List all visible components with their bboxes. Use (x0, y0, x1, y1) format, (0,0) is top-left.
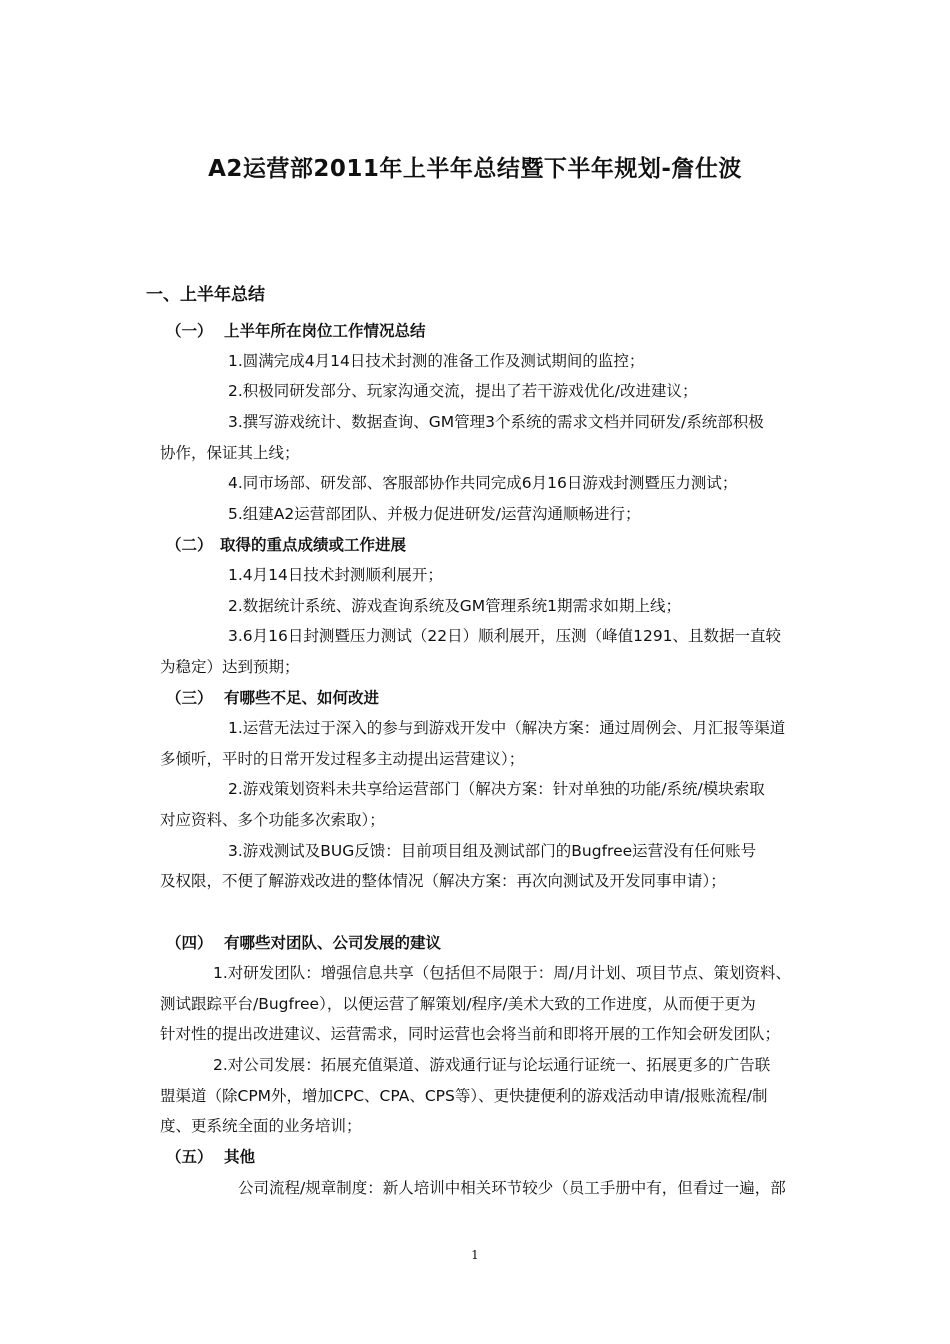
paragraph-line: 2.积极同研发部分、玩家沟通交流，提出了若干游戏优化/改进建议； (228, 382, 698, 400)
subsection-title: 上半年所在岗位工作情况总结 (224, 322, 426, 340)
page-number: 1 (471, 1248, 479, 1262)
subsection-title: 有哪些对团队、公司发展的建议 (224, 934, 442, 952)
subsection-title: 取得的重点成绩或工作进展 (220, 536, 407, 554)
subsection-title: 其他 (224, 1148, 256, 1166)
subsection-title: 有哪些不足、如何改进 (224, 689, 380, 707)
paragraph-line: 协作，保证其上线； (160, 444, 300, 462)
paragraph-line: 测试跟踪平台/Bugfree），以便运营了解策划/程序/美术大致的工作进度，从而便于更为 (160, 995, 756, 1013)
paragraph-line: 3.游戏测试及BUG反馈：目前项目组及测试部门的Bugfree运营没有任何账号 (228, 842, 757, 860)
paragraph-line: 为稳定）达到预期； (160, 658, 300, 676)
paragraph-line: 及权限，不便了解游戏改进的整体情况（解决方案：再次向测试及开发同事申请）； (160, 872, 726, 890)
paragraph-line: 度、更系统全面的业务培训； (160, 1117, 362, 1135)
subsection-number: （五） (166, 1148, 213, 1166)
subsection-heading (166, 319, 426, 341)
paragraph-line: 1.运营无法过于深入的参与到游戏开发中（解决方案：通过周例会、月汇报等渠道 (228, 719, 786, 737)
paragraph-line: 4.同市场部、研发部、客服部协作共同完成6月16日游戏封测暨压力测试； (228, 474, 738, 492)
paragraph-line: 1.圆满完成4月14日技术封测的准备工作及测试期间的监控； (228, 352, 645, 370)
paragraph-line: 对应资料、多个功能多次索取）； (160, 811, 385, 829)
subsection-number: （三） (166, 689, 213, 707)
subsection-heading (166, 533, 406, 555)
subsection-number: （四） (166, 934, 213, 952)
paragraph-line: 1.4月14日技术封测顺利展开； (228, 566, 443, 584)
subsection-number: （一） (166, 322, 213, 340)
section-heading: 一、上半年总结 (146, 285, 265, 305)
paragraph-line: 多倾听，平时的日常开发过程多主动提出运营建议）； (160, 750, 525, 768)
subsection-number: （二） (166, 536, 213, 554)
paragraph-line: 3.撰写游戏统计、数据查询、GM管理3个系统的需求文档并同研发/系统部积极 (228, 413, 764, 431)
paragraph-line: 2.游戏策划资料未共享给运营部门（解决方案：针对单独的功能/系统/模块索取 (228, 780, 765, 798)
paragraph-line: 盟渠道（除CPM外，增加CPC、CPA、CPS等）、更快捷便利的游戏活动申请/报账流程/制 (160, 1087, 768, 1105)
paragraph-line: 2.对公司发展：拓展充值渠道、游戏通行证与论坛通行证统一、拓展更多的广告联 (213, 1056, 771, 1074)
paragraph-line: 5.组建A2运营部团队、并极力促进研发/运营沟通顺畅进行； (228, 505, 641, 523)
subsection-heading (166, 1145, 255, 1167)
paragraph-line: 1.对研发团队：增强信息共享（包括但不局限于：周/月计划、项目节点、策划资料、 (213, 964, 792, 982)
document-title: A2运营部2011年上半年总结暨下半年规划-詹仕波 (208, 156, 742, 182)
paragraph-line: 公司流程/规章制度：新人培训中相关环节较少（员工手册中有，但看过一遍，部 (238, 1179, 786, 1197)
subsection-heading (166, 931, 441, 953)
paragraph-line: 2.数据统计系统、游戏查询系统及GM管理系统1期需求如期上线； (228, 597, 682, 615)
paragraph-line: 针对性的提出改进建议、运营需求，同时运营也会将当前和即将开展的工作知会研发团队； (160, 1025, 781, 1043)
subsection-heading (166, 686, 379, 708)
paragraph-line: 3.6月16日封测暨压力测试（22日）顺利展开，压测（峰值1291、且数据一直较 (228, 627, 782, 645)
